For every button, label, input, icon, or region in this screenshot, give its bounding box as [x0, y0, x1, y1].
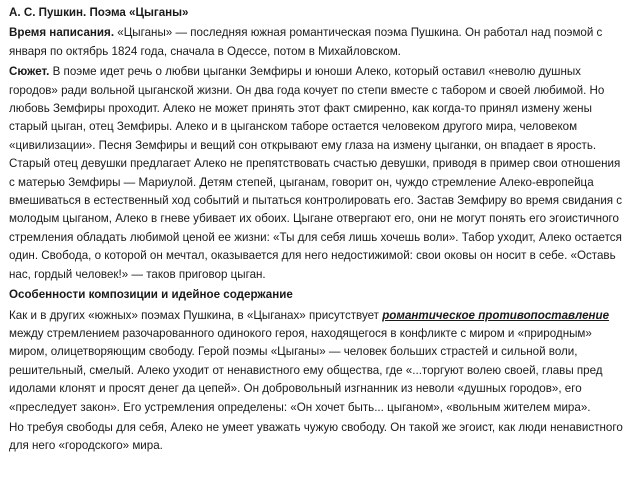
- composition-paragraph: [9, 307, 628, 417]
- written-label: Время написания.: [9, 26, 115, 40]
- composition-heading: Особенности композиции и идейное содержание: [9, 288, 293, 302]
- plot-text: В поэме идет речь о любви цыганки Земфиры и юноши Алеко, который оставил «неволю душных городов» ради вольной цыганской жизни. Он два года кочует по степи вместе с табором и своей любимой. Но любовь Земфиры проходит. Алеко не может принять этот факт смиренно, как когда-то принял измену жены старый цыган, отец Земфиры. Алеко и в цыганском таборе остается человеком другого мира, человеком «цивилизации». Песня Земфиры и вещий сон открывают ему глаза на измену цыганки, он впадает в ярость. Старый отец девушки предлагает Алеко не препятствовать счастью девушки, приводя в пример свои отношения с матерью Земфиры — Мариулой. Детям степей, цыганам, говорит он, чуждо стремление Алеко-европейца вмешиваться в естественный ход событий и пытаться контролировать его. Застав Земфиру во время свидания с молодым цыганом, Алеко в гневе убивает их обоих. Цыгане отвергают его, они не могут понять его эгоистичного стремления обладать любимой ценой ее жизни: «Ты для себя лишь хочешь воли». Табор уходит, Алеко остается один. Свобода, о которой он мечтал, оказывается для него недостижимой: свои оковы он носит в себе. «Оставь нас, гордый человек!» — таков приговор цыган.: [9, 65, 623, 281]
- composition-text-before: Как и в других «южных» поэмах Пушкина, в «Цыганах» присутствует: [9, 308, 383, 322]
- plot-paragraph: [9, 63, 628, 284]
- written-paragraph: [9, 24, 628, 61]
- composition-text-after: между стремлением разочарованного одинокого героя, находящегося в конфликте с миром и «природным» миром, олицетворяющим свободу. Герой поэмы «Цыганы» — человек больших страстей и сильной воли, решительный, смелый. Алеко уходит от ненавистного ему общества, где «...торгуют волею своей, главы пред идолами клонят и просят денег да цепей». Он добровольный изгнанник из неволи «душных городов», его «преследует закон». Его устремления определены: «Он хочет быть... цыганом», «вольным жителем мира».: [9, 326, 603, 414]
- closing-paragraph: Но требуя свободы для себя, Алеко не умеет уважать чужую свободу. Он такой же эгоист, как люди ненавистного для него «городского» мира.: [9, 420, 623, 453]
- composition-emphasis: романтическое противопоставление: [382, 308, 610, 322]
- page-title: А. С. Пушкин. Поэма «Цыганы»: [9, 6, 189, 19]
- plot-label: Сюжет.: [9, 65, 50, 79]
- written-text: «Цыганы» — последняя южная романтическая поэма Пушкина. Он работал над поэмой с января по октябрь 1824 года, сначала в Одессе, потом в Михайловском.: [9, 26, 603, 58]
